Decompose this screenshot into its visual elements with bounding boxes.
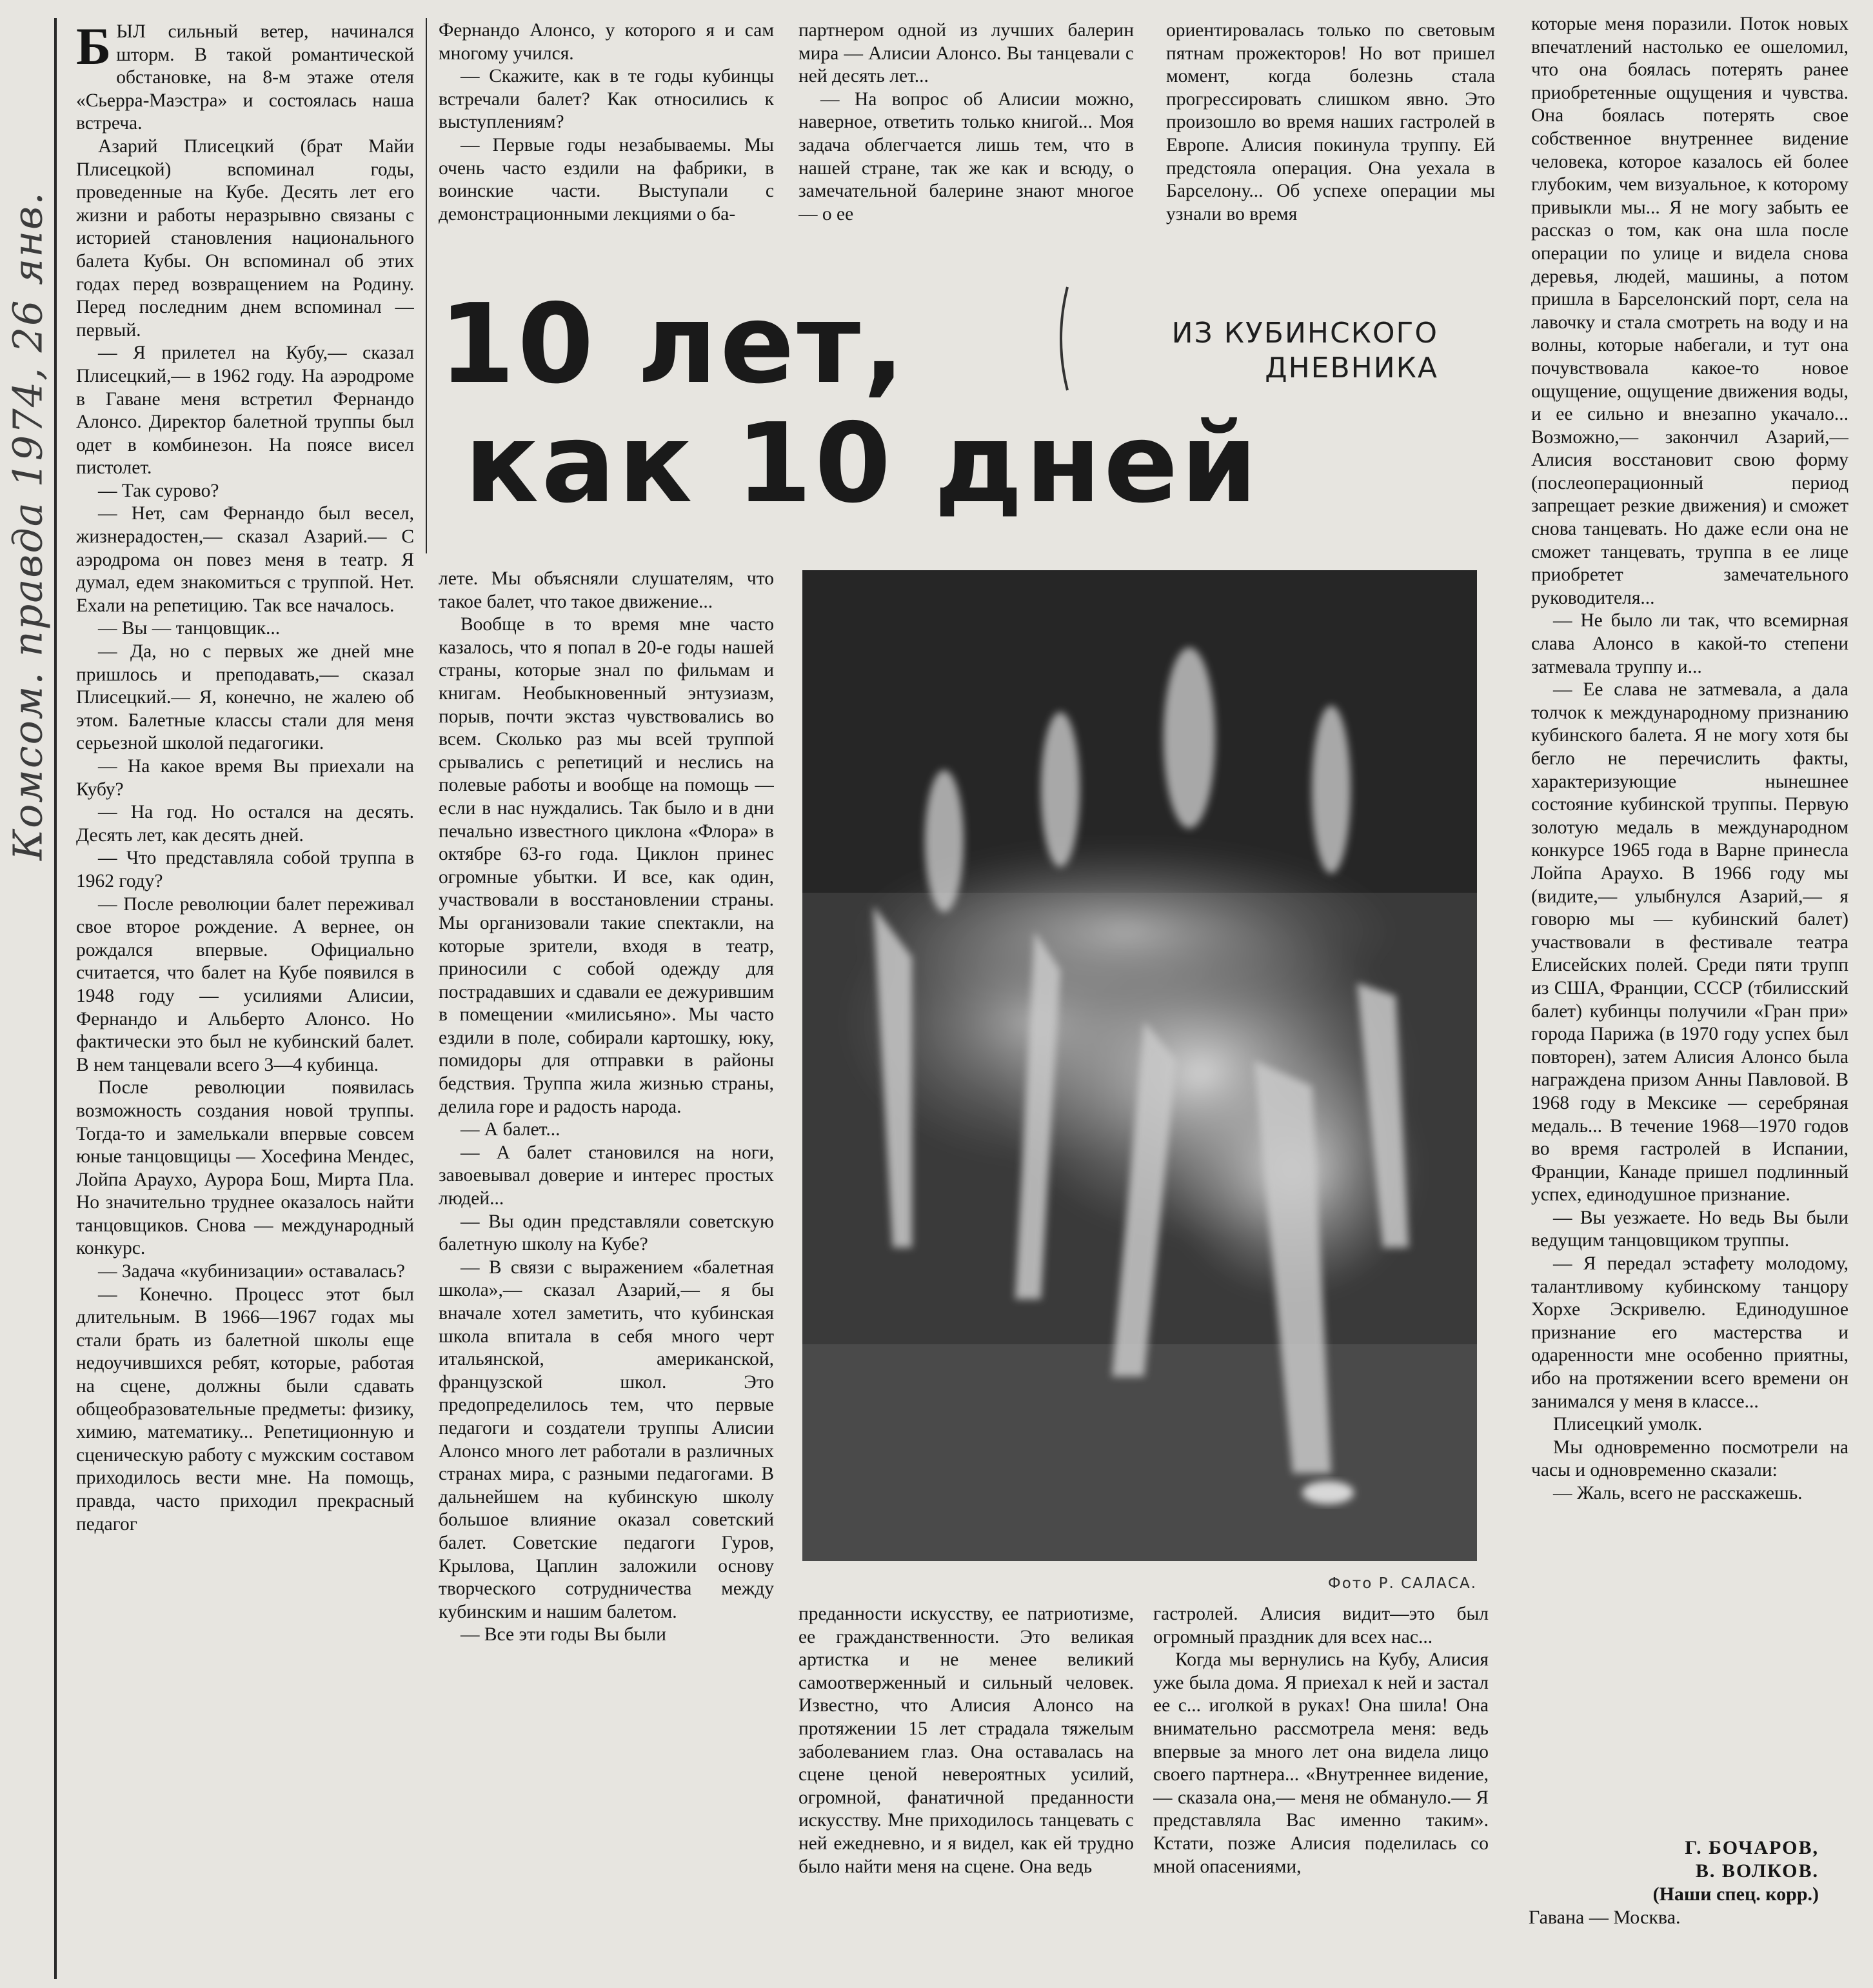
paragraph: — Что представляла собой труппа в 1962 году? — [76, 848, 414, 891]
paragraph: Азарий Плисецкий (брат Майи Плисецкой) вспоминал годы, проведенные на Кубе. Десять лет его жизни и работы неразрывно связаны с историей становления национального балета Кубы. Он вспоминал об этих годах перед возвращением на Родину. Перед последним днем вспоминал — первый. — [76, 135, 414, 341]
article-column-3 — [798, 1603, 1134, 1977]
column-rule — [426, 18, 427, 553]
photo-caption: Фото Р. САЛАСА. — [1327, 1575, 1477, 1592]
author-2: В. ВОЛКОВ. — [1695, 1860, 1819, 1882]
paragraph: — Я передал эстафету молодому, талантливому кубинскому танцору Хорхе Эскривелю. Единодушное признание его мастерства и одаренности мне особенно приятны, ибо на протяжении всего времени он занимался у меня в классе... — [1531, 1253, 1848, 1412]
paragraph: — Вы один представляли советскую балетную школу на Кубе? — [439, 1211, 774, 1255]
paragraph: — А балет... — [461, 1119, 560, 1140]
byline — [1529, 1836, 1819, 1929]
article-column-2-top — [439, 19, 774, 263]
paragraph: — Вы — танцовщик... — [98, 618, 281, 639]
paragraph: лете. Мы объясняли слушателям, что такое балет, что такое движение... — [439, 568, 774, 612]
dancers-image — [802, 570, 1477, 1561]
article-column-3-top — [798, 19, 1134, 263]
article-column-5 — [1531, 13, 1848, 1832]
paragraph: — Первые годы незабываемы. Мы очень часто ездили на фабрики, в воинские части. Выступали с демонстрационными лекциями о ба- — [439, 134, 774, 224]
paragraph: Мы одновременно посмотрели на часы и одновременно сказали: — [1531, 1436, 1848, 1481]
article-column-1: БЫЛ сильный ветер, начинался шторм. В такой романтической обстановке, на 8-м этаже отеля «Сьерра-Маэстра» и состоялась наша встреча. Азарий Плисецкий (брат Майи Плисецкой) вспоминал годы, проведенные на Кубе. Десять лет его жизни и работы неразрывно связаны с историей становления национального балета Кубы. Он вспоминал об этих годах перед возвращением на Родину. Перед последним днем вспоминал — первый. — Я прилетел на Кубу,— сказал Плисецкий,— в 1962 году. На аэродроме в Гаване меня встретил Фернандо Алонсо. Директор балетной труппы был одет в комбинезон. На поясе висел пистолет. — Так сурово? — Нет, сам Фернандо был весел, жизнерадостен,— сказал Азарий.— С аэродрома он повез меня в театр. Я думал, едем знакомиться с труппой. Нет. Ехали на репетицию. Так все началось. — Вы — танцовщик... — Да, но с первых же дней мне пришлось и преподавать,— сказал Плисецкий.— Я, конечно, не жалею об этом. Балетные классы стали для меня серьезной школой педагогики. — На какое время Вы приехали на Кубу? — На год. Но остался на десять. Десять лет, как десять дней. — Что представляла собой труппа в 1962 году? — После революции балет переживал свое второе рождение. А вернее, он рождался впервые. Официально считается, что балет на Кубе появился в 1948 году — усилиями Алисии, Фернандо и Альберто Алонсо. Но фактически это был не кубинский балет. В нем танцевали всего 3—4 кубинца. После революции появилась возможность создания новой труппы. Тогда-то и замелькали впервые совсем юные танцовщицы — Хосефина Мендес, Лойпа Араухо, Аурора Бош, Мирта Пла. Но значительно труднее оказалось найти танцовщиков. Снова — международный конкурс. — Задача «кубинизации» оставалась? — Конечно. Процесс этот был длительным. В 1966—1967 годах мы стали брать из балетной школы еще недоучившихся ребят, которые, работая на сцене, должны были сдавать общеобразовательные предметы: физику, химию, математику... Репетиционную и сценическую работу с мужским составом приходилось вести мне. На помощь, правда, часто приходил прекрасный педагог — [76, 21, 414, 1982]
paragraph: партнером одной из лучших балерин мира — Алисии Алонсо. Вы танцевали с ней десять лет... — [798, 20, 1134, 87]
paragraph: — Нет, сам Фернандо был весел, жизнерадостен,— сказал Азарий.— С аэродрома он повез меня в театр. Я думал, едем знакомиться с труппой. Нет. Ехали на репетицию. Так все началось. — [76, 503, 414, 616]
paragraph: — Все эти годы Вы были — [461, 1624, 666, 1645]
paragraph: Вообще в то время мне часто казалось, что я попал в 20-е годы нашей страны, которые знал по фильмам и книгам. Необыкновенный энтузиазм, порыв, почти экстаз чувствовались во всем. Сколько раз мы всей труппой срывались с репетиций и неслись на полевые работы и вообще на помощь — если в нас нуждались. Так было и в дни печально известного циклона «Флора» в октябре 63-го года. Циклон принес огромные убытки. И все, как один, участвовали в восстановлении страны. Мы организовали такие спектакли, на которые зрители, входя в театр, приносили с собой одежду для пострадавших и сдавали ее дежурившим в помещении «милисьяно». Мы часто ездили в поле, собирали картошку, юку, помидоры для отправки в районы бедствия. Труппа жила жизнью страны, делила горе и радость народа. — [439, 614, 774, 1117]
paragraph: — Не было ли так, что всемирная слава Алонсо в какой-то степени затмевала труппу и... — [1531, 610, 1848, 677]
drop-cap: Б — [76, 21, 112, 75]
paragraph: которые меня поразили. Поток новых впечатлений настолько ее ошеломил, что она боялась потерять ранее приобретенные ощущения и чувства. Она боялась потерять свое собственное внутреннее видение человека, которое казалось ей более глубоким, чем визуальное, к которому привыкли мы... Я не могу забыть ее рассказ о том, как она шла после операции по улице и видела снова деревья, людей, машины, а потом пришла в Барселонский порт, села на лавочку и стала смотреть на воду и на волны, которые набегали, и тут она почувствовала какое-то новое ощущение, ощущение движения воды, и ее сильно и внезапно укачало... Возможно,— закончил Азарий,— Алисия восстановит свою форму (послеоперационный период запрещает резкие движения) и сможет снова танцевать. Но даже если она не сможет танцевать, труппа в ее лице приобретет замечательного руководителя... — [1531, 14, 1848, 608]
paragraph: — Я прилетел на Кубу,— сказал Плисецкий,— в 1962 году. На аэродроме в Гаване меня встретил Фернандо Алонсо. Директор балетной труппы был одет в комбинезон. На поясе висел пистолет. — [76, 343, 414, 479]
paragraph: ориентировалась только по световым пятнам прожекторов! Но вот пришел момент, когда болезнь стала прогрессировать слишком явно. Это произошло во время наших гастролей в Европе. Алисия покинула труппу. Ей предстояла операция. Она уехала в Барселону... Об успехе операции мы узнали во время — [1166, 20, 1495, 224]
author-1: Г. БОЧАРОВ, — [1685, 1837, 1819, 1858]
decorative-bracket — [1048, 284, 1074, 393]
paragraph: — А балет становился на ноги, завоевывал доверие и интерес простых людей... — [439, 1142, 774, 1209]
paragraph: — В связи с выражением «балетная школа»,— сказал Азарий,— я бы вначале хотел заметить, что кубинская школа впитала в себя много черт итальянской, американской, французской школ. Это предопределилось тем, что первые педагоги и создатели труппы Алисии Алонсо много лет работали в различных странах мира, с разными педагогами. В дальнейшем на кубинскую школу большое влияние оказал советский балет. Советские педагоги Гуров, Крылова, Цаплин заложили основу творческого сотрудничества между кубинским и нашим балетом. — [439, 1257, 774, 1622]
article-column-2 — [439, 568, 774, 1980]
paragraph: — Вы уезжаете. Но ведь Вы были ведущим танцовщиком труппы. — [1531, 1207, 1848, 1251]
paragraph: — Жаль, всего не расскажешь. — [1553, 1483, 1803, 1504]
article-column-4-top — [1166, 19, 1495, 263]
paragraph: — Задача «кубинизации» оставалась? — [98, 1261, 405, 1282]
paragraph: — Скажите, как в те годы кубинцы встречали балет? Как относились к выступлениям? — [439, 66, 774, 133]
paragraph: — На год. Но остался на десять. Десять лет, как десять дней. — [76, 802, 414, 846]
paragraph: Когда мы вернулись на Кубу, Алисия уже была дома. Я приехал к ней и застал ее с... иголкой в руках! Она шила! Она внимательно рассмотрела меня: ведь впервые за много лет она видела лицо своего партнера... «Внутреннее видение,— сказала она,— меня не обмануло.— Я представляла Вас именно таким». Кстати, позже Алисия поделилась со мной опасениями, — [1153, 1649, 1489, 1877]
paragraph: — На вопрос об Алисии можно, наверное, ответить только книгой... Моя задача облегчается лишь тем, что в нашей стране, так же как и всюду, о замечательной балерине знают многое — о ее — [798, 88, 1134, 224]
paragraph: После революции появилась возможность создания новой труппы. Тогда-то и замелькали впервые совсем юные танцовщицы — Хосефина Мендес, Лойпа Араухо, Аурора Бош, Мирта Пла. Но значительно труднее оказалось найти танцовщиков. Снова — международный конкурс. — [76, 1077, 414, 1259]
ballet-photo — [802, 570, 1477, 1561]
paragraph: — Конечно. Процесс этот был длительным. В 1966—1967 годах мы стали брать из балетной школы еще недоучившихся ребят, которые, работая на сцене, должны были сдавать общеобразовательные предметы: физику, химию, математику... Репетиционную и сценическую работу с мужским составом приходилось вести мне. На помощь, правда, часто приходил прекрасный педагог — [76, 1284, 414, 1535]
author-role: (Наши спец. корр.) — [1652, 1884, 1819, 1905]
paragraph: гастролей. Алисия видит—это был огромный праздник для всех нас... — [1153, 1604, 1489, 1647]
paragraph: — Да, но с первых же дней мне пришлось и преподавать,— сказал Плисецкий.— Я, конечно, не жалею об этом. Балетные классы стали для меня серьезной школой педагогики. — [76, 641, 414, 754]
paragraph: — После революции балет переживал свое второе рождение. А вернее, он рождался впервые. Официально считается, что балет на Кубе появился в 1948 году — усилиями Алисии, Фернандо и Альберто Алонсо. Но фактически это был не кубинский балет. В нем танцевали всего 3—4 кубинца. — [76, 893, 414, 1075]
paragraph: — Так сурово? — [98, 480, 219, 501]
section-kicker: ИЗ КУБИНСКОГО ДНЕВНИКА — [1171, 317, 1438, 384]
headline-line-1: 10 лет, — [439, 281, 907, 408]
paragraph: Фернандо Алонсо, у которого я и сам многому учился. — [439, 20, 774, 64]
paragraph: Плисецкий умолк. — [1553, 1414, 1703, 1435]
handwritten-date-note: Комсом. правда 1974, 26 янв. — [4, 191, 52, 860]
paragraph: преданности искусству, ее патриотизме, ее гражданственности. Это великая артистка и не менее великий самоотверженный и сильный человек. Известно, что Алисия Алонсо на протяжении 15 лет страдала тяжелым заболеванием глаз. Она оставалась на сцене ценой невероятных усилий, огромной, фанатичной преданности искусству. Мне приходилось танцевать с ней ежедневно, и я видел, как ей трудно было найти меня на сцене. Она ведь — [798, 1604, 1134, 1877]
dateline-place: Гавана — Москва. — [1529, 1907, 1681, 1928]
headline-line-2: как 10 дней — [464, 400, 1260, 528]
paragraph: — Ее слава не затмевала, а дала толчок к международному признанию кубинского балета. Я не могу хотя бы бегло не перечислить факты, характеризующие нынешнее состояние кубинской труппы. Первую золотую медаль в международном конкурсе 1965 года в Варне принесла Лойпа Араухо. В 1966 году мы (видите,— улыбнулся Азарий,— я говорю мы — кубинский балет) участвовали в фестивале театра Елисейских полей. Среди пяти трупп из США, Франции, СССР (тбилисский балет) кубинцы получили «Гран при» города Парижа (в 1970 году успех был повторен), затем Алисия Алонсо была награждена призом Анны Павловой. В 1968 году в Мексике — серебряная медаль... В течение 1968—1970 годов во время гастролей в Испании, Франции, Канаде пришел подлинный успех, единодушное признание. — [1531, 679, 1848, 1206]
paragraph: — На какое время Вы приехали на Кубу? — [76, 756, 414, 800]
article-column-4 — [1153, 1603, 1489, 1977]
left-border-rule — [54, 18, 57, 1979]
